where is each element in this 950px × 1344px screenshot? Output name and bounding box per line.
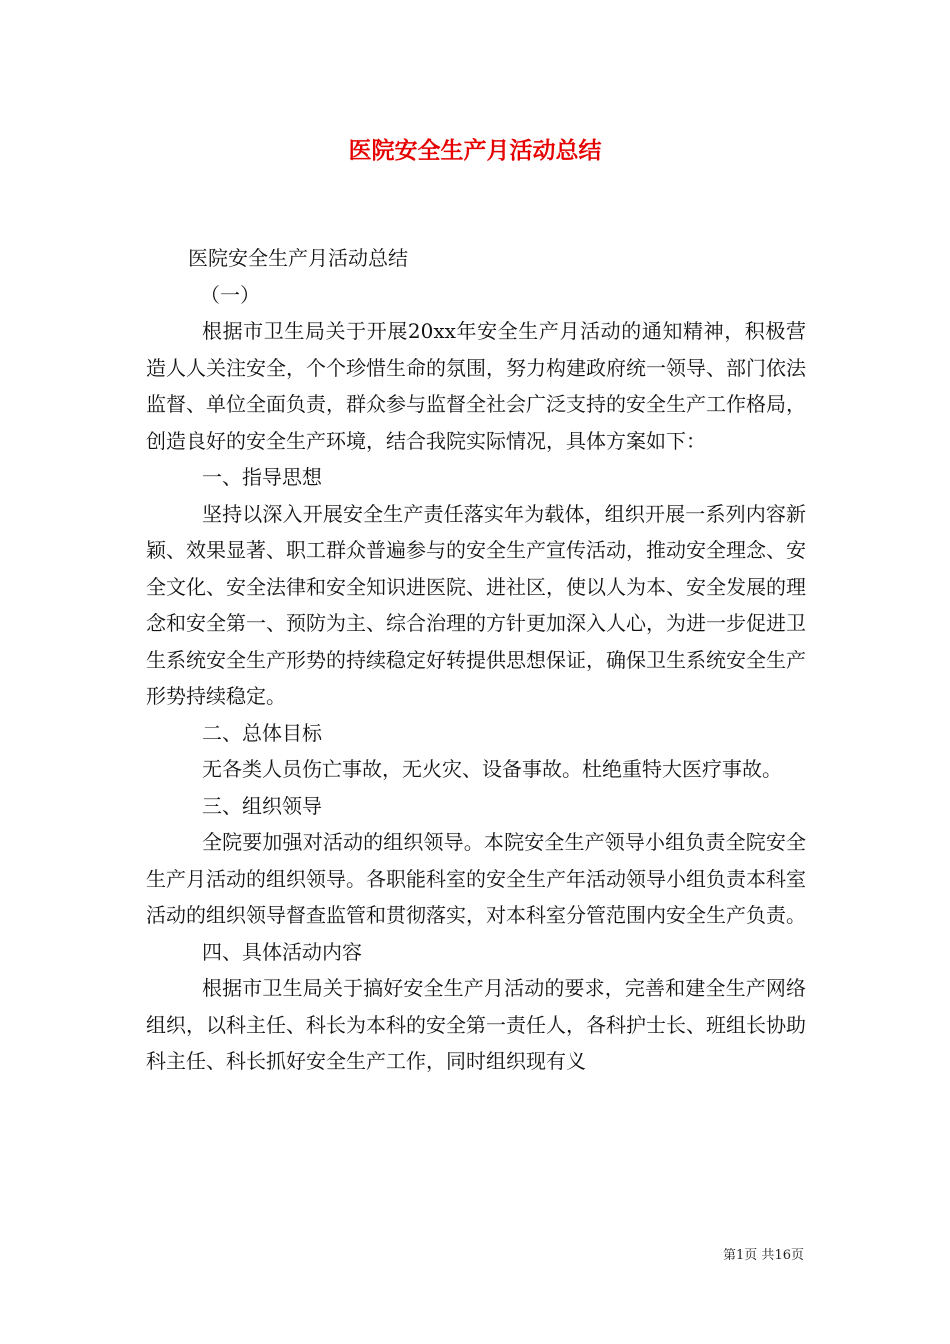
footer-prefix: 第 — [723, 1248, 737, 1263]
paragraph: 无各类人员伤亡事故，无火灾、设备事故。杜绝重特大医疗事故。 — [202, 757, 782, 781]
paragraph: 根据市卫生局关于开展20xx年安全生产月活动的通知精神，积极营造人人关注安全，个个珍惜生命的氛围，努力构建政府统一领导、部门依法监督、单位全面负责，群众参与监督全社会广泛支持的安全生产工作格局，创造良好的安全生产环境，结合我院实际情况，具体方案如下： — [146, 319, 806, 453]
footer-total-pages: 16 — [774, 1248, 791, 1263]
part-label: （一） — [200, 282, 260, 307]
section-heading: 一、指导思想 — [202, 465, 322, 489]
paragraph: 全院要加强对活动的组织领导。本院安全生产领导小组负责全院安全生产月活动的组织领导。各职能科室的安全生产年活动领导小组负责本科室活动的组织领导督查监管和贯彻落实，对本科室分管范围内安全生产负责。 — [146, 830, 806, 927]
document-body — [146, 240, 806, 1080]
document-subtitle: 医院安全生产月活动总结 — [188, 246, 408, 270]
footer-current-page: 1 — [736, 1248, 745, 1263]
section-heading: 四、具体活动内容 — [202, 939, 362, 964]
paragraph: 根据市卫生局关于搞好安全生产月活动的要求，完善和建全生产网络组织，以科主任、科长为本科的安全第一责任人，各科护士长、班组长协助科主任、科长抓好安全生产工作，同时组织现有义 — [146, 976, 806, 1073]
footer-middle: 页 共 — [744, 1248, 775, 1263]
document-title: 医院安全生产月活动总结 — [348, 137, 602, 164]
section-heading: 二、总体目标 — [202, 720, 322, 745]
page-number-footer — [723, 1244, 804, 1263]
paragraph: 坚持以深入开展安全生产责任落实年为载体，组织开展一系列内容新颖、效果显著、职工群众普遍参与的安全生产宣传活动，推动安全理念、安全文化、安全法律和安全知识进医院、进社区，使以人为本、安全发展的理念和安全第一、预防为主、综合治理的方针更加深入人心，为进一步促进卫生系统安全生产形势的持续稳定好转提供思想保证，确保卫生系统安全生产形势持续稳定。 — [146, 501, 806, 708]
section-heading: 三、组织领导 — [202, 793, 322, 818]
footer-suffix: 页 — [790, 1248, 804, 1263]
